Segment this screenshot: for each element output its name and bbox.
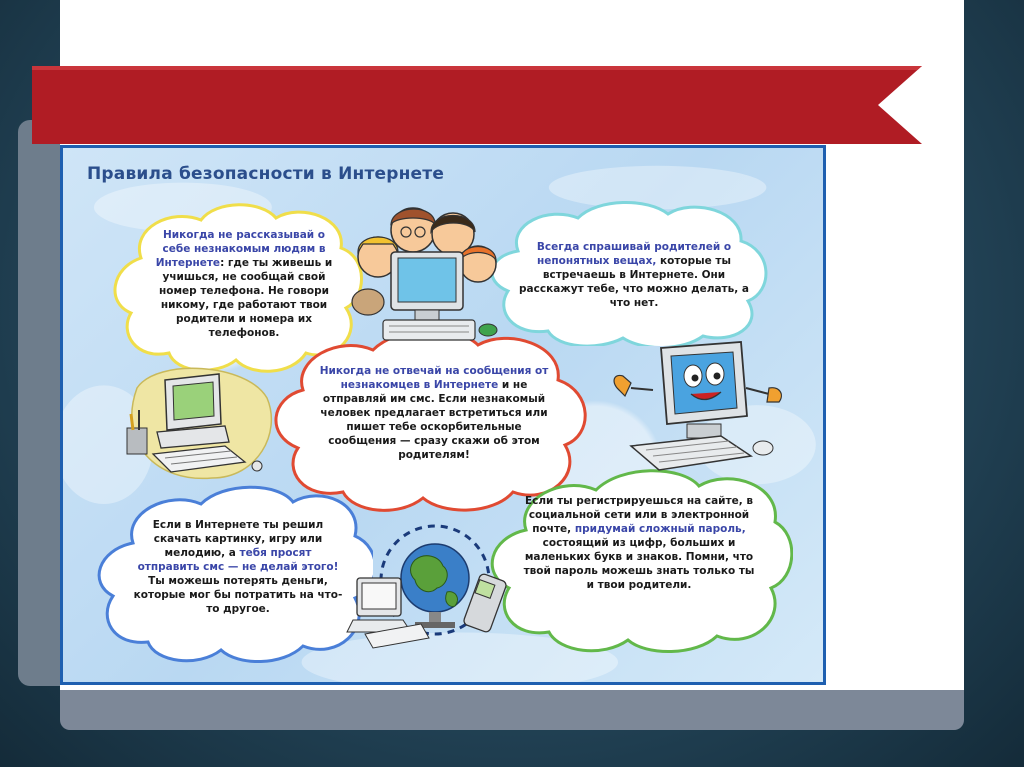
slide-left-rail xyxy=(18,120,60,686)
kids-computer-icon xyxy=(343,202,513,352)
bubble-5-lead: Если ты регистрируешься на сайте, в социальной сети или в электронной почте, xyxy=(524,495,754,535)
bubble-1-body: : где ты живешь и учишься, не сообщай свой номер телефона. Не говори никому, где работают твои родители и номера их телефонов. xyxy=(159,257,333,339)
bubble-4-body: Ты можешь потерять деньги, которые мог бы потратить на что-то другое. xyxy=(133,575,343,615)
bubble-1-highlight: Никогда не рассказывай о себе незнакомым людям в Интернете xyxy=(155,229,326,269)
red-ribbon-banner xyxy=(32,66,922,144)
poster-title: Правила безопасности в Интернете xyxy=(87,164,445,184)
bubble-4-text xyxy=(133,518,343,616)
bubble-5-text xyxy=(521,494,757,592)
bubble-3-body: и не отправляй им смс. Если незнакомый человек предлагает встретиться или пишет тебе оскорбительные сообщения — сразу скажи об этом родителям! xyxy=(320,379,548,461)
bubble-5-highlight: придумай сложный пароль, xyxy=(574,523,746,535)
bubble-2-body: которые ты встречаешь в Интернете. Они расскажут тебе, что можно делать, а что нет. xyxy=(519,255,749,309)
globe-devices-icon xyxy=(343,516,513,656)
bubble-4-lead: Если в Интернете ты решил скачать картинку, игру или мелодию, а xyxy=(152,519,324,559)
bubble-3-text xyxy=(311,364,557,462)
desktop-computer-icon xyxy=(117,358,277,488)
bubble-4-highlight: тебя просят отправить смс — не делай этого! xyxy=(137,547,339,573)
bubble-2-text xyxy=(509,240,759,310)
bubble-2-highlight: Всегда спрашивай родителей о непонятных вещах, xyxy=(536,241,732,267)
bubble-3-highlight: Никогда не отвечай на сообщения от незнакомцев в Интернете xyxy=(319,365,549,391)
slide-bottom-shadow xyxy=(60,690,964,730)
bubble-5-body: состоящий из цифр, больших и маленьких букв и знаков. Помни, что твой пароль можешь знать только ты и твои родители. xyxy=(523,537,755,591)
cartoon-computer-icon xyxy=(601,328,791,488)
safety-poster xyxy=(60,145,826,685)
